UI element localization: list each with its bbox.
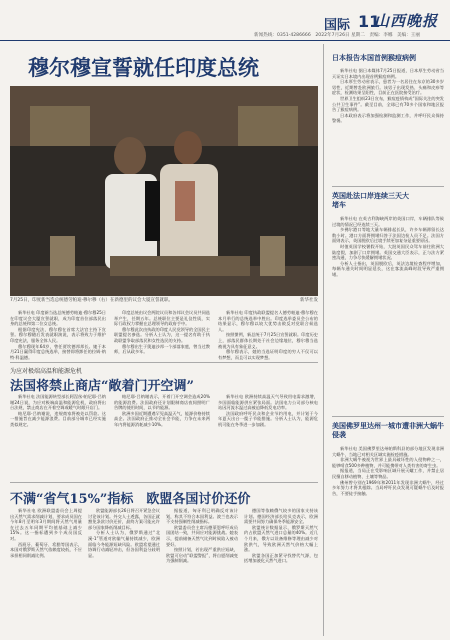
para: 日本政府表示将加强检测和监测工作，并呼吁民众保持警惕。 (332, 112, 444, 124)
divider (332, 186, 444, 187)
story3-col-4 (244, 508, 318, 564)
right-story-b-headline: 英国赴法口岸连续三天大堵车 (332, 192, 409, 209)
para: 新华社电 法国能源转型部长阿涅丝·帕尼耶-吕纳谢24日说，为应对极端高温和能源危机，政府将出台法规，禁止商店在开着空调或暖气时敞开店门。 (10, 394, 106, 411)
column-divider (323, 44, 324, 636)
para: 新华社电 据日本媒体7月25日报道，日本厚生劳动省当天证实日本境内出现首例猴痘病例。 (332, 68, 444, 79)
para: 法国政府呼吁民众和企业节约用电，并计划于今年夏天出台一揽子节能措施。分析人士认为，能源危机可能在冬季进一步加剧。 (218, 410, 318, 427)
lead-col-3 (218, 310, 318, 360)
para: 多佛尔港口等地大量车辆排起长队，许多车辆滞留长达数小时。港口方面将拥堵归咎于法国边检人员不足。法国方面则表示，英国脱欧后过境手续更加复杂是重要原因。 (332, 227, 444, 244)
story3-col-1 (10, 508, 82, 558)
divider (10, 482, 318, 483)
right-story-a-body (332, 68, 444, 124)
header-divider (0, 40, 450, 41)
lead-col-2 (114, 310, 210, 355)
story3-col-2 (88, 508, 160, 558)
story2-headline: 法国将禁止商店“敞着门开空调” (10, 379, 194, 394)
para: 根据印度宪法，穆尔穆在首席大法官主持下宣誓。穆尔穆随后发表就职演说，表示将致力于维护印度宪法，服务全体人民。 (10, 326, 106, 343)
para: 新华社电 印度新当选总统德劳帕迪·穆尔穆25日在印度议会大厦宣誓就职，成为印度首位部落民出身的总统和第二位女总统。 (10, 310, 106, 327)
para: 时值英国学校暑假开始，大批英国民众驾车前往欧洲大陆度假，加剧了口岸拥堵。英国交通大臣表示，正与法方紧密沟通，力争尽快缓解拥堵状况。 (332, 243, 444, 261)
right-story-a-headline: 日本报告本国首例猴痘病例 (332, 54, 416, 62)
para: 新华社电 印度执政联盟提名人德劳帕迪·穆尔穆在本月举行的总统选举中胜出。印度选举委员会公布的结果显示，穆尔穆以较大优势击败反对党联合候选人。 (218, 310, 318, 332)
story3-col-3 (166, 508, 238, 564)
story2-kicker: 为应对极端高温和能源危机 (10, 368, 83, 375)
divider (10, 362, 318, 363)
para: 西班牙、葡萄牙、希腊等国表示，本国对俄罗斯天然气依赖度较低，不应承担相同削减比例。 (10, 541, 82, 558)
story3-headline: 不满“省气15%”指标 欧盟各国讨价还价 (10, 492, 251, 507)
para: 欧盟各国正加紧寻找替代气源，包括增加液化天然气进口。 (244, 552, 318, 564)
para: 欧盟统计数据显示，俄罗斯天然气约占欧盟天然气进口总量的40%。近几个月来，俄方以设备维修等理由减少对欧供气，导致欧洲天然气价格大幅上涨。 (244, 524, 318, 553)
section-label: 国际 (324, 18, 351, 33)
header-info: 新闻热线：0351-4286666 2022年7月26日 星期二 责编：李娜 美编：王丽 (254, 33, 420, 38)
lead-headline: 穆尔穆宣誓就任印度总统 (28, 55, 259, 80)
para: 新华社电 美国佛罗里达州帕斯科县的部分地区发现非洲大蜗牛，当地已对相关区域实施检疫措施。 (332, 446, 444, 457)
photo-credit: 新华社发 (300, 298, 318, 303)
ceremony-photo (10, 86, 318, 296)
para: 按照惯例，新总统于7月25日宣誓就职。印度历史上，部落民群体长期处于社会边缘地位，穆尔穆当选被视为具有象征意义。 (218, 332, 318, 349)
para: 欧洲多国近期遭遇罕见高温天气，能源价格持续高企。法国政府正推动全社会节能，力争在未来两年内将能源消耗减少10%。 (114, 410, 210, 427)
para: 欧盟委员会主席冯德莱恩呼吁成员国团结一致，共同应对能源挑战。她表示，提前储备天然气比到时候陷入被动要好。 (166, 524, 238, 547)
para: 德国等依赖俄气较多的国家支持该计划。德国经济部长哈贝克表示，欧洲需要共同努力确保冬季能源安全。 (244, 508, 318, 525)
para: 非洲大蜗牛被视为世界上最具破坏性的入侵物种之一，能够啃食500多种植物，并可能携带对人类有害的寄生虫。 (332, 457, 444, 468)
para: 据报道，当局正在受影响区域开展灭螺工作，并禁止居民擅自移动植物、土壤等物品。 (332, 468, 444, 479)
para: 帕尼耶-吕纳谢表示，开着门开空调会造成20%的能源浪费。法国政府还计划限制商店夜间照明广告牌的使用时间，以节约能源。 (114, 394, 210, 411)
masthead: 山西晚报 (374, 12, 439, 30)
page-number: 11 (358, 12, 381, 31)
para: 欧盟能源部长26日将召开紧急会议讨论该计划。外交人士透露，各国正就豁免条款讨价还价，最终方案可能允许部分国家降低削减目标。 (88, 508, 160, 530)
page-header (0, 0, 450, 40)
para: 帕尼耶-吕纳谢说，违规商家将被处以罚款。这一措施旨在减少能源浪费。目前部分城市已经实施类似规定。 (10, 410, 106, 427)
story2-col-1 (10, 394, 106, 428)
lead-col-1 (10, 310, 106, 360)
right-story-c-body (332, 446, 444, 496)
para: 穆尔穆此次由执政的印度人民党领导的全国民主联盟提名参选。分析人士认为，这一提名有助于执政联盟争取部落民和女性选民的支持。 (114, 326, 210, 343)
para: 据报道，匈牙利已明确反对该计划，称其不符合本国利益。波兰也表示不支持强制性削减指标。 (166, 508, 238, 525)
para: 穆尔穆现年64岁，曾任贾坎德邦邦长。她于本月21日赢得印度总统选举，接替即将卸任的拉姆·纳特·科温德。 (10, 343, 106, 360)
para: 印度总统由议会两院议员和各邦议会议员共同选举产生，任期五年。总统职位主要是礼仪性质，实际行政权力掌握在总理领导的政府手中。 (114, 310, 210, 327)
para: 日本厚生劳动省表示，患者为一名居住在东京的30多岁男性，近期曾赴欧洲旅行。该男子出现发热、头痛和皮疹等症状，检测结果呈阳性，目前正在医院接受治疗。 (332, 79, 444, 96)
story2-col-3 (218, 394, 318, 428)
right-story-c-headline: 美国佛罗里达州一城市遭非洲大蜗牛侵袭 (332, 422, 444, 439)
para: 分析人士指出，英国脱欧后，英法边境检查程序增加，每辆车通关时间明显延长，这在客流高峰时段导致严重拥堵。 (332, 260, 444, 277)
para: 新华社电 在英吉利海峡两岸的英国口岸，车辆排队等候过境的情况已经连续三天。 (332, 216, 444, 227)
para: 穆尔穆表示，她的当选证明印度的穷人不仅可以有梦想，而且可以实现梦想。 (218, 349, 318, 360)
para: 按照计划，若出现严重供应短缺，欧盟可启动“联盟警报”，将自愿削减变为强制削减。 (166, 547, 238, 564)
para: 穆尔穆出生于奥迪沙邦一个部落家庭，曾当过教师，后从政多年。 (114, 343, 210, 355)
right-story-b-body (332, 216, 444, 278)
caption-text: 7月25日，印度新当选总统德劳帕迪·穆尔穆（右）在新德里的议会大厦宣誓就职。 (10, 298, 174, 303)
lead-photo (10, 86, 318, 296)
story2-col-2 (114, 394, 210, 428)
para: 新华社电 欧洲持续高温天气导致用电需求激增，多国面临能源供应紧张局面。法国电力公司部分核电站因河流水温过高被迫降低发电功率。 (218, 394, 318, 411)
photo-caption (10, 298, 318, 304)
para: 世界卫生组织23日宣布，猴痘疫情构成“国际关注的突发公共卫生事件”。截至目前，全球已有70多个国家和地区报告了猴痘病例。 (332, 95, 444, 113)
para: 分析人士认为，俄罗斯通过“北溪-1”管道对欧输气量持续减少，欧洲面临今冬能源短缺风险。欧盟希望通过协调行动减轻冲击，但各国利益分歧明显。 (88, 530, 160, 558)
divider (332, 416, 444, 417)
para: 新华社电 欧洲联盟委员会上周提出天然气需求削减计划，要求成员国在今年8月至明年3月期间将天然气用量在过去五年同期平均值基础上减少15%。这一指标遭到多个成员国反对。 (10, 508, 82, 541)
para: 佛州曾分别在1969年和2011年发现非洲大蜗牛，经过多年努力才将其根除。当局呼吁民众发现可疑蜗牛后及时报告，不要徒手接触。 (332, 479, 444, 496)
